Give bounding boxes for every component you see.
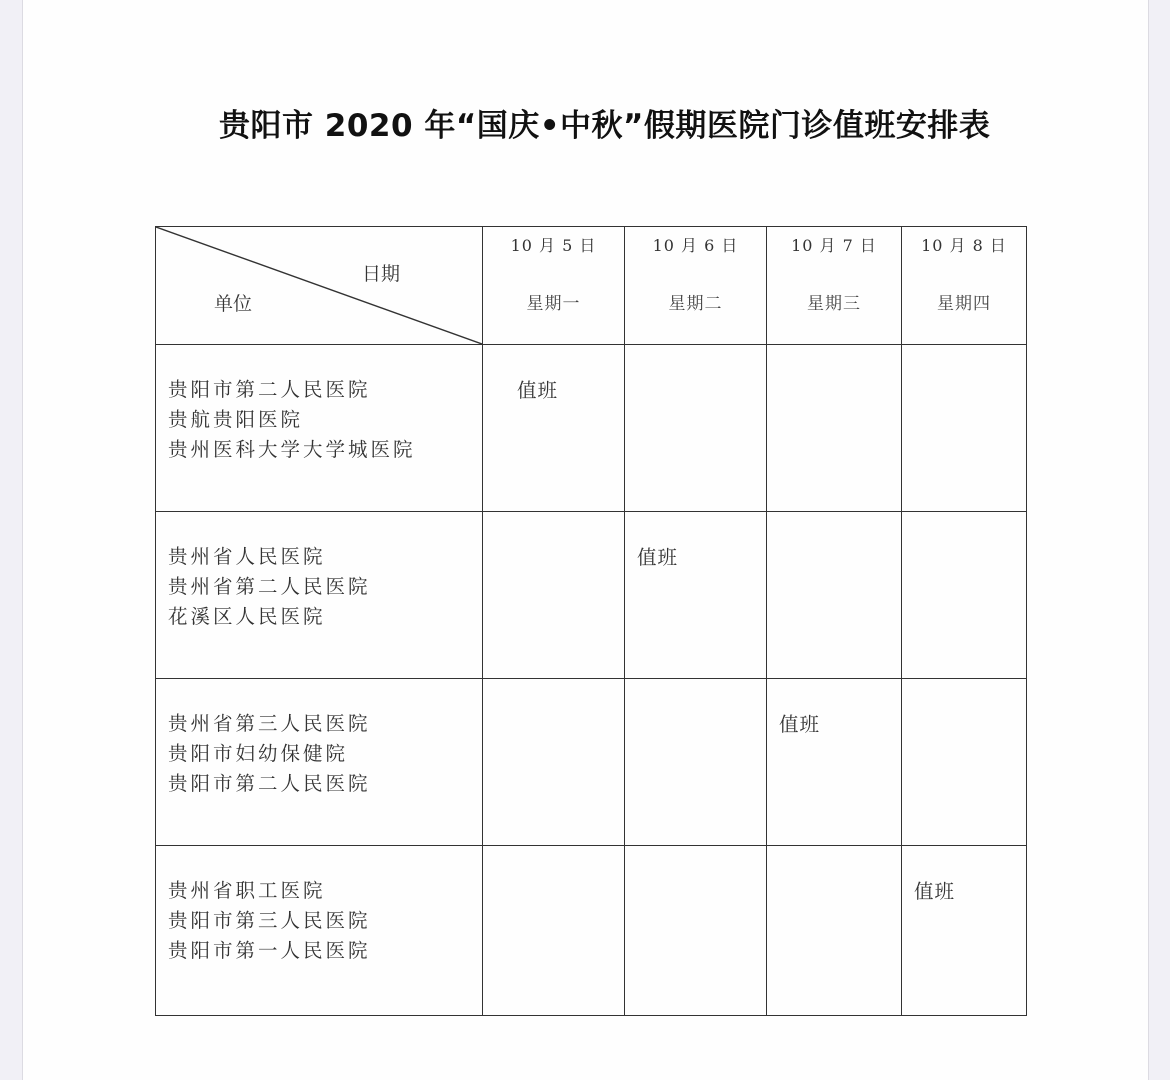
hospital-name: 贵阳市第二人民医院: [168, 378, 371, 401]
date-label: 10 月 7 日: [791, 236, 877, 255]
unit-axis-label: 单位: [214, 293, 253, 315]
date-header-oct8: [902, 227, 1027, 345]
duty-cell: [483, 679, 625, 846]
weekday-label: 星期一: [526, 294, 581, 314]
duty-mark: 值班: [637, 546, 679, 569]
hospital-name: 贵州省职工医院: [168, 879, 326, 902]
diagonal-divider-line: [156, 227, 482, 344]
duty-cell: [625, 345, 767, 512]
duty-mark: [779, 345, 901, 375]
table-row: [156, 679, 1027, 846]
table-row: [156, 846, 1027, 1016]
duty-mark: [914, 679, 1026, 709]
duty-cell: [483, 512, 625, 679]
duty-cell: [767, 345, 902, 512]
duty-mark: [779, 512, 901, 542]
date-label: 10 月 6 日: [652, 236, 739, 255]
hospital-name: 贵州医科大学大学城医院: [168, 438, 416, 461]
hospital-name: 贵阳市妇幼保健院: [168, 742, 349, 765]
duty-mark: [637, 345, 766, 375]
hospital-name: 贵州省第三人民医院: [168, 712, 371, 735]
duty-mark: 值班: [517, 379, 559, 402]
hospital-group-cell: [156, 345, 483, 512]
hospital-group-cell: [156, 512, 483, 679]
hospital-name: 贵航贵阳医院: [168, 408, 304, 431]
hospital-name: 贵州省人民医院: [168, 545, 326, 568]
hospital-name: 贵阳市第一人民医院: [168, 939, 371, 962]
duty-cell: [625, 512, 767, 679]
duty-cell: [625, 679, 767, 846]
duty-cell: [483, 345, 625, 512]
date-label: 10 月 5 日: [510, 236, 597, 255]
hospital-name: 贵阳市第三人民医院: [168, 909, 371, 932]
duty-mark: [914, 345, 1026, 375]
weekday-label: 星期四: [937, 294, 991, 314]
date-axis-label: 日期: [362, 263, 401, 285]
duty-cell: [902, 345, 1027, 512]
header-row: [156, 227, 1027, 345]
duty-mark: [914, 512, 1026, 542]
duty-cell: [767, 679, 902, 846]
duty-mark: 值班: [779, 713, 821, 736]
hospital-group-cell: [156, 679, 483, 846]
duty-cell: [483, 846, 625, 1016]
hospital-name: 贵州省第二人民医院: [168, 575, 371, 598]
duty-cell: [902, 679, 1027, 846]
date-header-oct7: [767, 227, 902, 345]
hospital-group-cell: [156, 846, 483, 1016]
duty-mark: [495, 846, 624, 876]
corner-header-cell: [156, 227, 483, 345]
duty-schedule-table: [155, 226, 1027, 1016]
duty-mark: [637, 679, 766, 709]
date-header-oct5: [483, 227, 625, 345]
duty-cell: [902, 512, 1027, 679]
document-title: 贵阳市 2020 年“国庆•中秋”假期医院门诊值班安排表: [219, 108, 991, 144]
duty-mark: 值班: [914, 880, 956, 903]
hospital-name: 花溪区人民医院: [168, 605, 326, 628]
hospital-name: 贵阳市第二人民医院: [168, 772, 371, 795]
weekday-label: 星期三: [807, 294, 861, 314]
weekday-label: 星期二: [668, 294, 723, 314]
duty-cell: [767, 512, 902, 679]
duty-mark: [637, 846, 766, 876]
document-page: [22, 0, 1149, 1080]
date-label: 10 月 8 日: [921, 236, 1007, 255]
duty-mark: [495, 512, 624, 542]
duty-mark: [779, 846, 901, 876]
date-header-oct6: [625, 227, 767, 345]
duty-cell: [902, 846, 1027, 1016]
duty-mark: [495, 679, 624, 709]
table-row: [156, 345, 1027, 512]
table-row: [156, 512, 1027, 679]
duty-cell: [767, 846, 902, 1016]
duty-cell: [625, 846, 767, 1016]
